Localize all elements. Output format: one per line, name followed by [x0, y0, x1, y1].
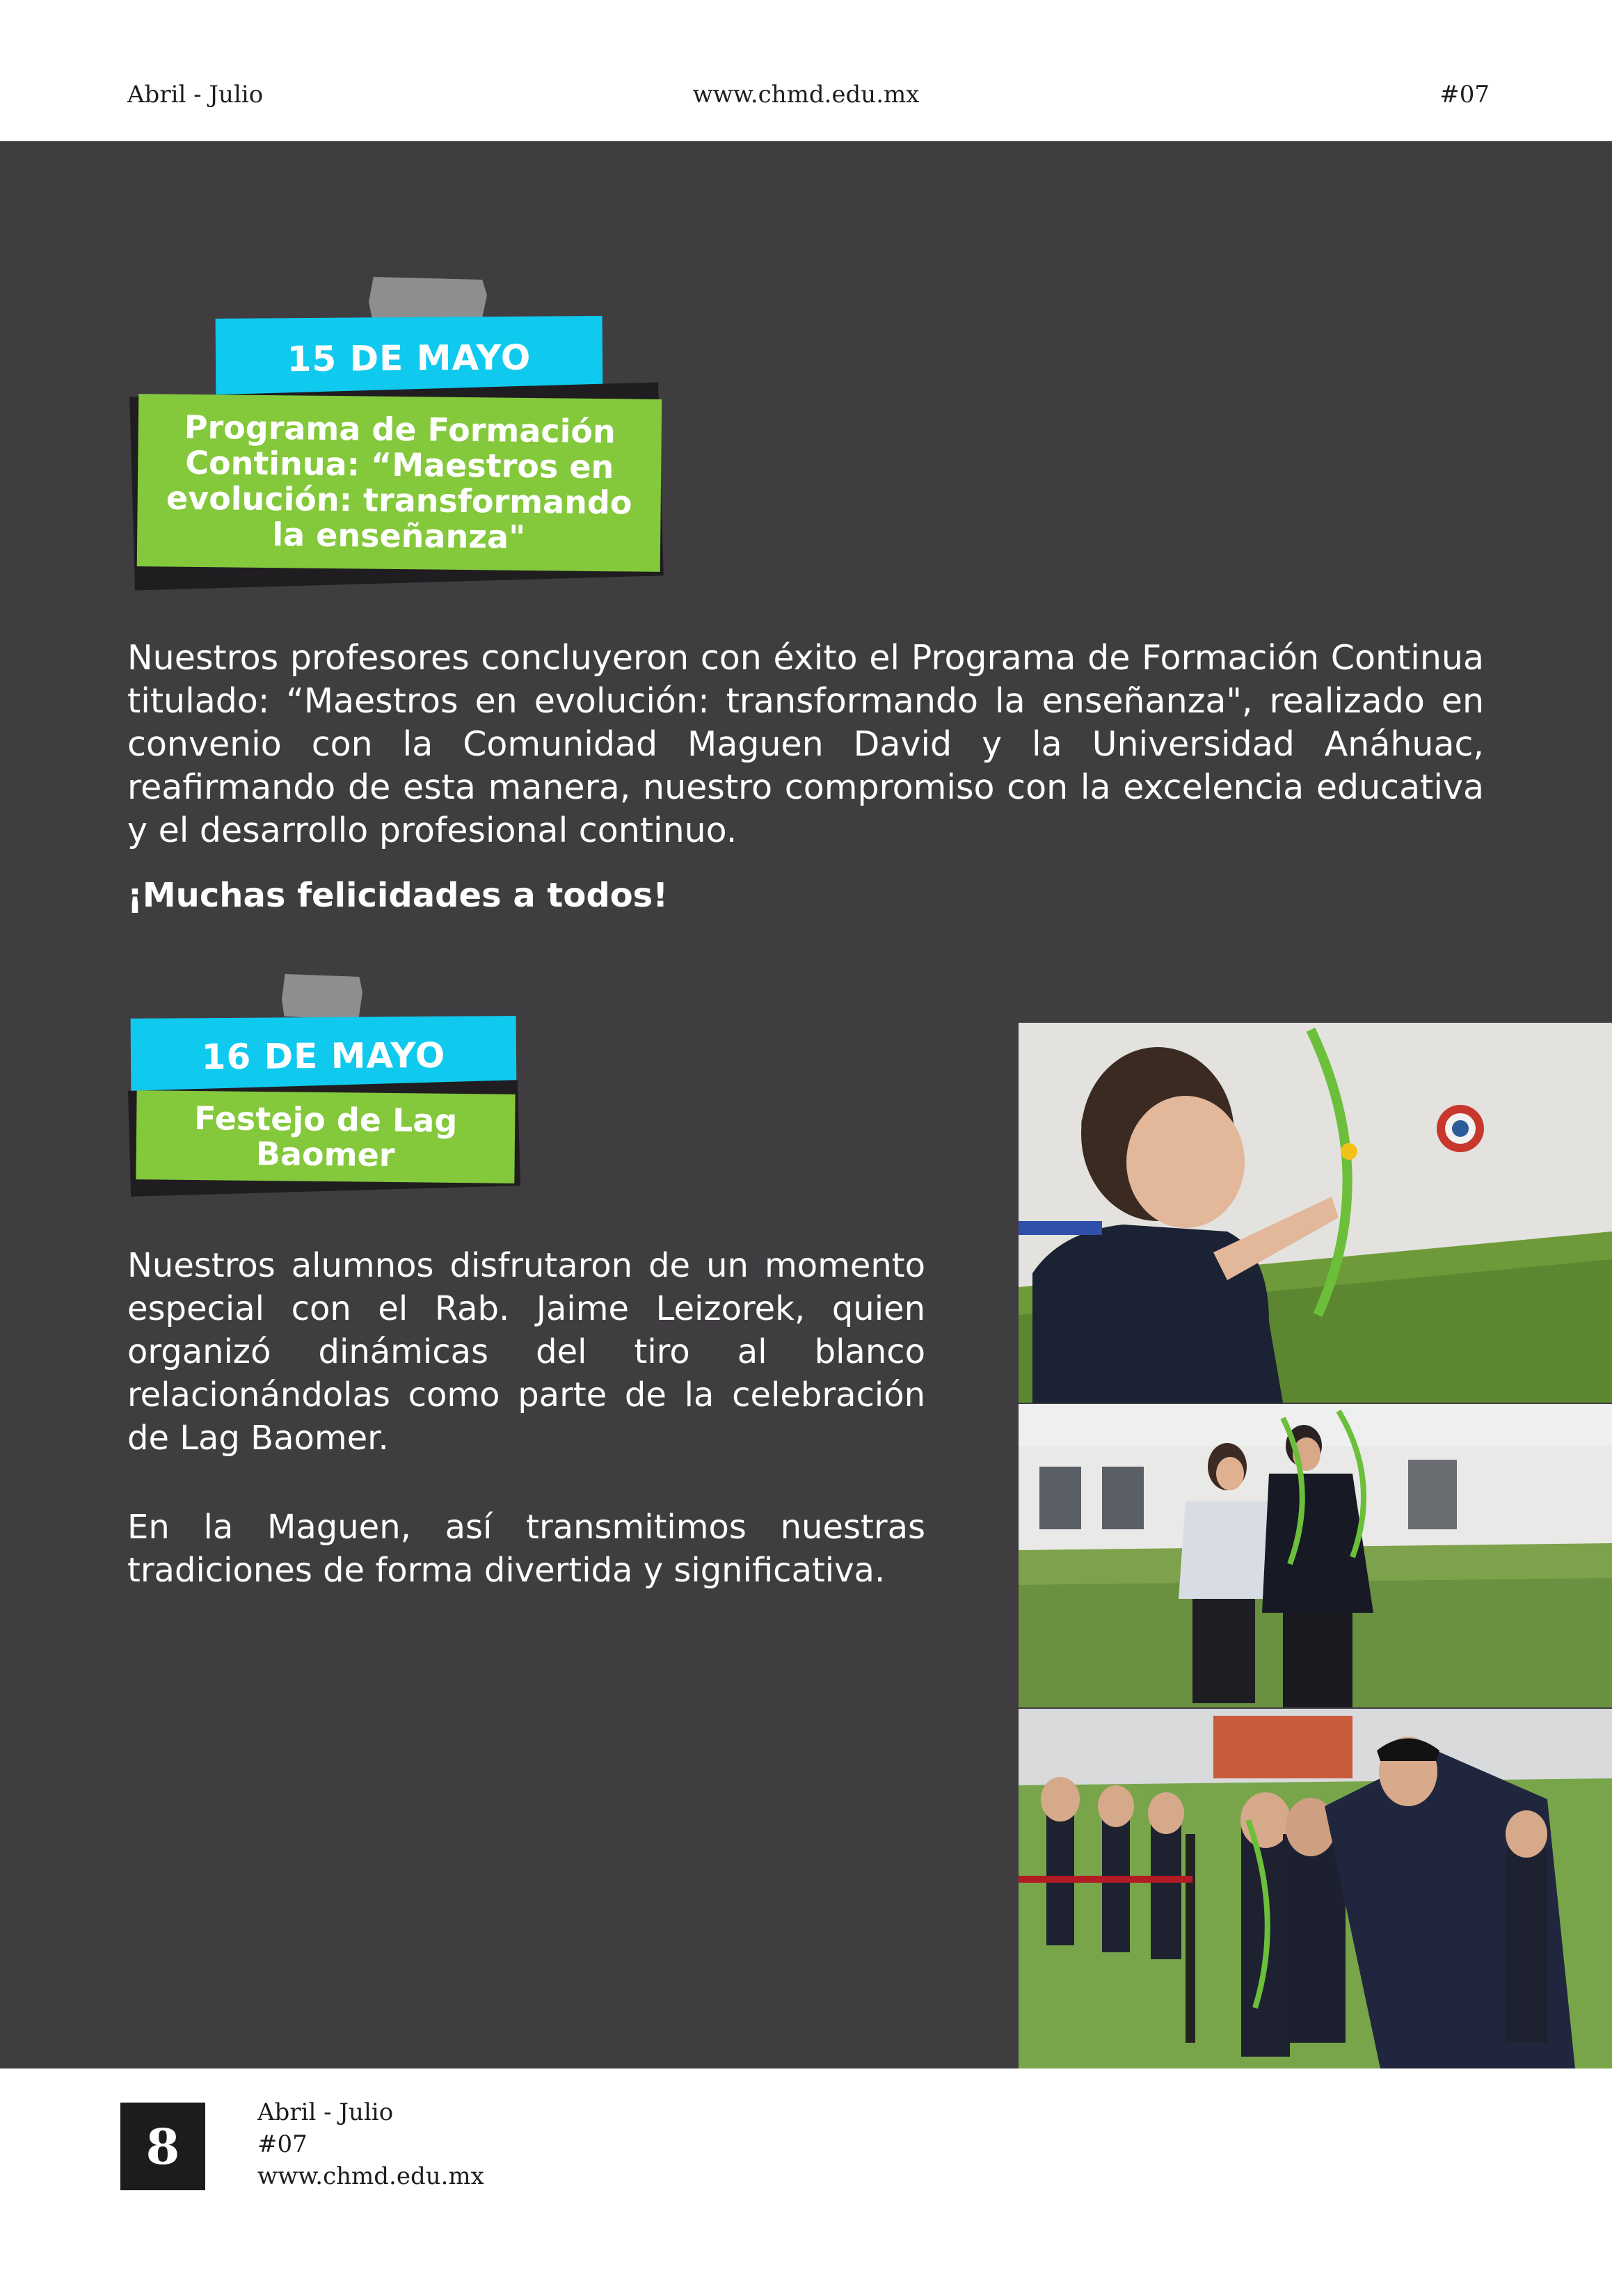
section1-title-line: evolución: transformando [166, 479, 632, 522]
tape-decoration [282, 974, 362, 1020]
section1-title [137, 394, 662, 572]
section1-closing: ¡Muchas felicidades a todos! [127, 876, 669, 915]
header-website: www.chmd.edu.mx [692, 81, 920, 109]
section2-title-line: Baomer [255, 1134, 395, 1174]
section2-paragraph1: Nuestros alumnos disfrutaron de un momento especial con el Rab. Jaime Leizorek, quien organizó dinámicas del tiro al blanco relacionándolas como parte de la celebración de Lag Baomer. [127, 1246, 925, 1458]
section2-title [136, 1090, 515, 1183]
section1-title-line: la enseñanza" [272, 516, 526, 556]
section1-date: 15 DE MAYO [216, 316, 603, 401]
footer-website: www.chmd.edu.mx [257, 2162, 484, 2190]
page-number: 8 [120, 2103, 205, 2190]
footer-issue: #07 [257, 2130, 308, 2158]
section2-title-line: Festejo de Lag [193, 1099, 458, 1140]
section1-title-line: Programa de Formación [184, 408, 616, 451]
header-issue: #07 [1439, 81, 1490, 109]
section1-title-line: Continua: “Maestros en [184, 443, 614, 486]
section2-date: 16 DE MAYO [131, 1016, 517, 1097]
rabbi-children-photo [1019, 1709, 1612, 2068]
header-period: Abril - Julio [127, 81, 264, 109]
section2-paragraph2: En la Maguen, así transmitimos nuestras tradiciones de forma divertida y significativa. [127, 1508, 925, 1590]
boy-archery-photo [1019, 1023, 1612, 1403]
tape-decoration [369, 277, 487, 323]
footer-period: Abril - Julio [257, 2098, 394, 2126]
girl-archery-photo [1019, 1404, 1612, 1707]
section1-paragraph: Nuestros profesores concluyeron con éxito el Programa de Formación Continua titulado: “Maestros en evolución: transformando la enseñanza", realizado en convenio con la Comunidad Maguen David y la Universidad Anáhuac, reafirmando de esta manera, nuestro compromiso con la excelencia educativa y el desarrollo profesional continuo. [127, 638, 1484, 850]
